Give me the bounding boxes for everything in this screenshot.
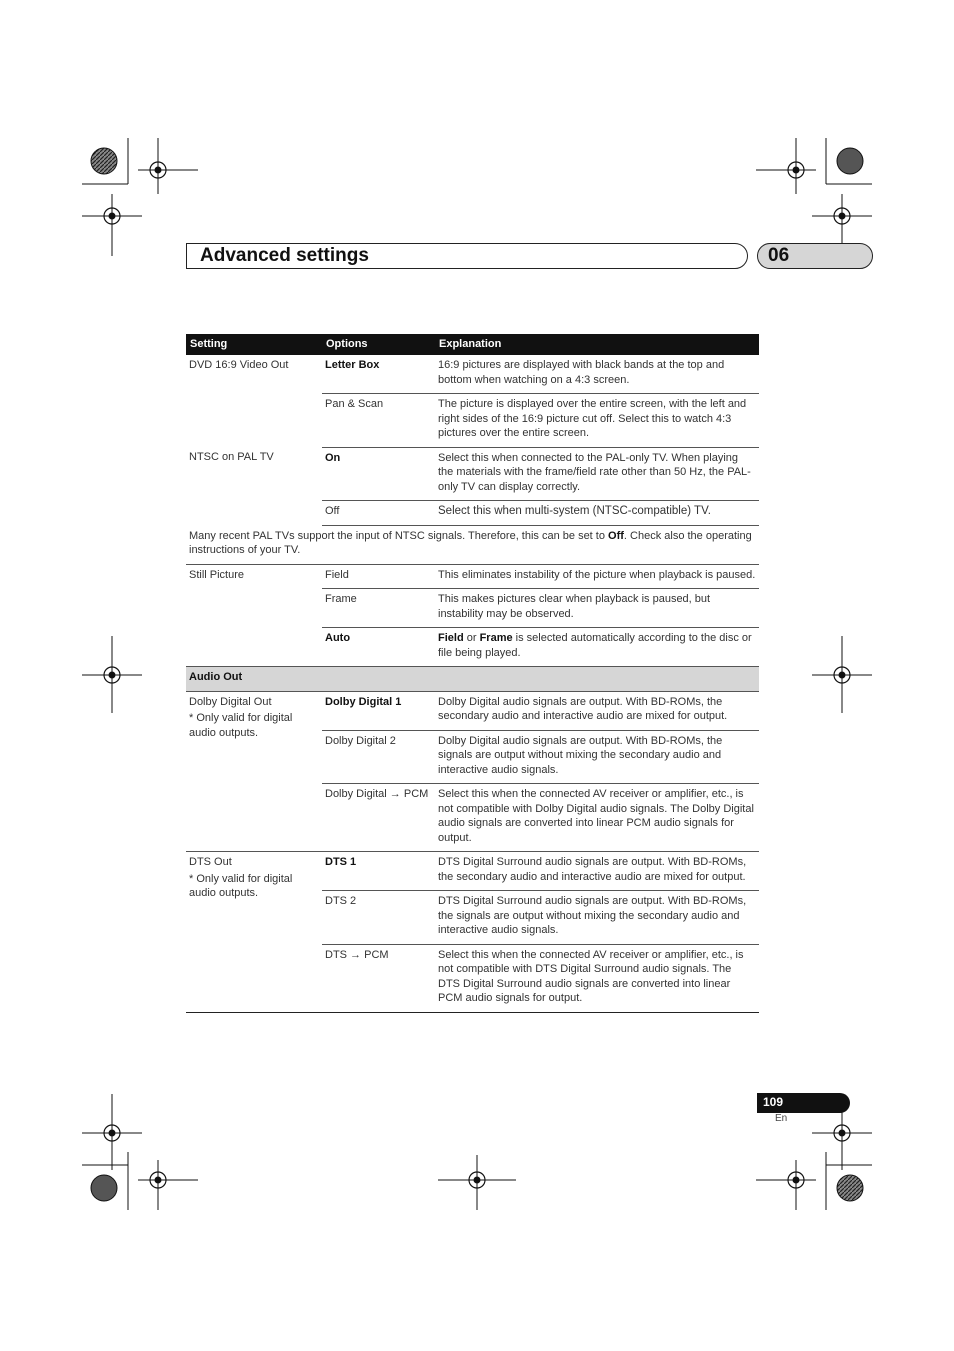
table-header-row	[186, 334, 759, 355]
option-explanation: This makes pictures clear when playback is paused, but instability may be observed.	[435, 589, 759, 628]
setting-name: DVD 16:9 Video Out	[189, 359, 289, 371]
page-number: 109	[763, 1095, 784, 1109]
section-title: Audio Out	[186, 667, 759, 692]
column-header-setting: Setting	[186, 334, 322, 355]
setting-name: DTS Out * Only valid for digital audio outputs.	[186, 852, 322, 1013]
setting-name: Still Picture	[189, 568, 245, 581]
option-explanation: Dolby Digital audio signals are output. With BD-ROMs, the signals are output without mixing the secondary audio and interactive audio signals.	[435, 730, 759, 784]
chapter-tab	[757, 243, 873, 269]
column-header-options: Options	[322, 334, 435, 355]
option-label: Auto	[325, 632, 351, 644]
option-label: DTS 1	[322, 852, 435, 891]
option-label: Dolby Digital 2	[322, 730, 435, 784]
table-row	[186, 852, 759, 891]
option-explanation: Select this when the connected AV receiver or amplifier, etc., is not compatible with Dolby Digital audio signals. The Dolby Digital audio signals are converted into linear PCM audio signals for output.	[435, 784, 759, 852]
table-row	[186, 355, 759, 394]
page-number-badge	[757, 1093, 850, 1113]
option-explanation: The picture is displayed over the entire screen, with the left and right sides of the 16:9 picture cut off. Select this to watch 4:3 pictures over the entire screen.	[435, 394, 759, 448]
option-label: Field	[322, 564, 435, 589]
setting-name: NTSC on PAL TV	[189, 451, 274, 463]
settings-table	[186, 334, 759, 1013]
table-row	[186, 691, 759, 730]
language-label: En	[775, 1113, 788, 1124]
option-label: DTS 2	[322, 891, 435, 945]
setting-name: Dolby Digital Out * Only valid for digital audio outputs.	[186, 691, 322, 852]
table-row-note	[186, 525, 759, 564]
option-explanation: Field or Frame is selected automatically according to the disc or file being played.	[438, 632, 752, 659]
note-text: Many recent PAL TVs support the input of NTSC signals. Therefore, this can be set to Off. Check also the operating instructions of your TV.	[186, 525, 759, 564]
option-explanation: DTS Digital Surround audio signals are output. With BD-ROMs, the signals are output without mixing the secondary audio and interactive audio signals.	[435, 891, 759, 945]
option-label: Frame	[322, 589, 435, 628]
option-label: Dolby Digital 1	[322, 691, 435, 730]
option-explanation: 16:9 pictures are displayed with black bands at the top and bottom when watching on a 4:3 screen.	[435, 355, 759, 394]
chapter-number: 06	[768, 245, 790, 266]
table-row	[186, 564, 759, 589]
option-label: On	[322, 447, 435, 501]
option-label: DTS → PCM	[322, 944, 435, 1012]
column-header-explanation: Explanation	[435, 334, 759, 355]
table-row	[186, 447, 759, 501]
section-row-audio-out	[186, 667, 759, 692]
option-label: Dolby Digital → PCM	[322, 784, 435, 852]
option-label: Off	[322, 501, 435, 526]
option-explanation: Select this when connected to the PAL-only TV. When playing the materials with the frame/field rate other than 50 Hz, the PAL-only TV can display correctly.	[435, 447, 759, 501]
option-explanation: DTS Digital Surround audio signals are output. With BD-ROMs, the secondary audio and interactive audio are mixed for output.	[435, 852, 759, 891]
option-label: Pan & Scan	[322, 394, 435, 448]
page-title: Advanced settings	[200, 245, 369, 266]
option-label: Letter Box	[322, 355, 435, 394]
option-explanation: This eliminates instability of the picture when playback is paused.	[435, 564, 759, 589]
option-explanation: Select this when multi-system (NTSC-compatible) TV.	[435, 501, 759, 526]
section-header-bar	[186, 243, 748, 269]
option-explanation: Select this when the connected AV receiver or amplifier, etc., is not compatible with DTS Digital Surround audio signals. The DTS Digital Surround audio signals are converted into linear PCM audio signals for output.	[435, 944, 759, 1012]
option-explanation: Dolby Digital audio signals are output. With BD-ROMs, the secondary audio and interactive audio are mixed for output.	[435, 691, 759, 730]
